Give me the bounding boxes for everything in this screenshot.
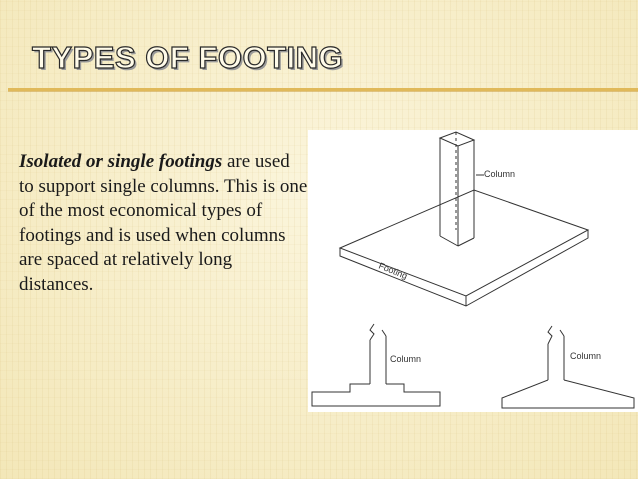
footing-diagram [308, 130, 638, 412]
column-label-top: Column [484, 169, 516, 179]
emphasis-text: Isolated or single footings [19, 151, 223, 172]
footing-label: Footing [377, 260, 409, 282]
footing-illustration [308, 130, 638, 412]
title-underline [8, 88, 638, 91]
slide-body [19, 150, 309, 297]
description-text: are used to support single columns. This is one of the most economical types of footings and is used when columns are spaced at relatively long distances. [19, 151, 308, 295]
column-label-right: Column [570, 351, 602, 361]
slide-title: TYPES OF FOOTING [32, 40, 344, 75]
column-label-left: Column [390, 354, 422, 364]
